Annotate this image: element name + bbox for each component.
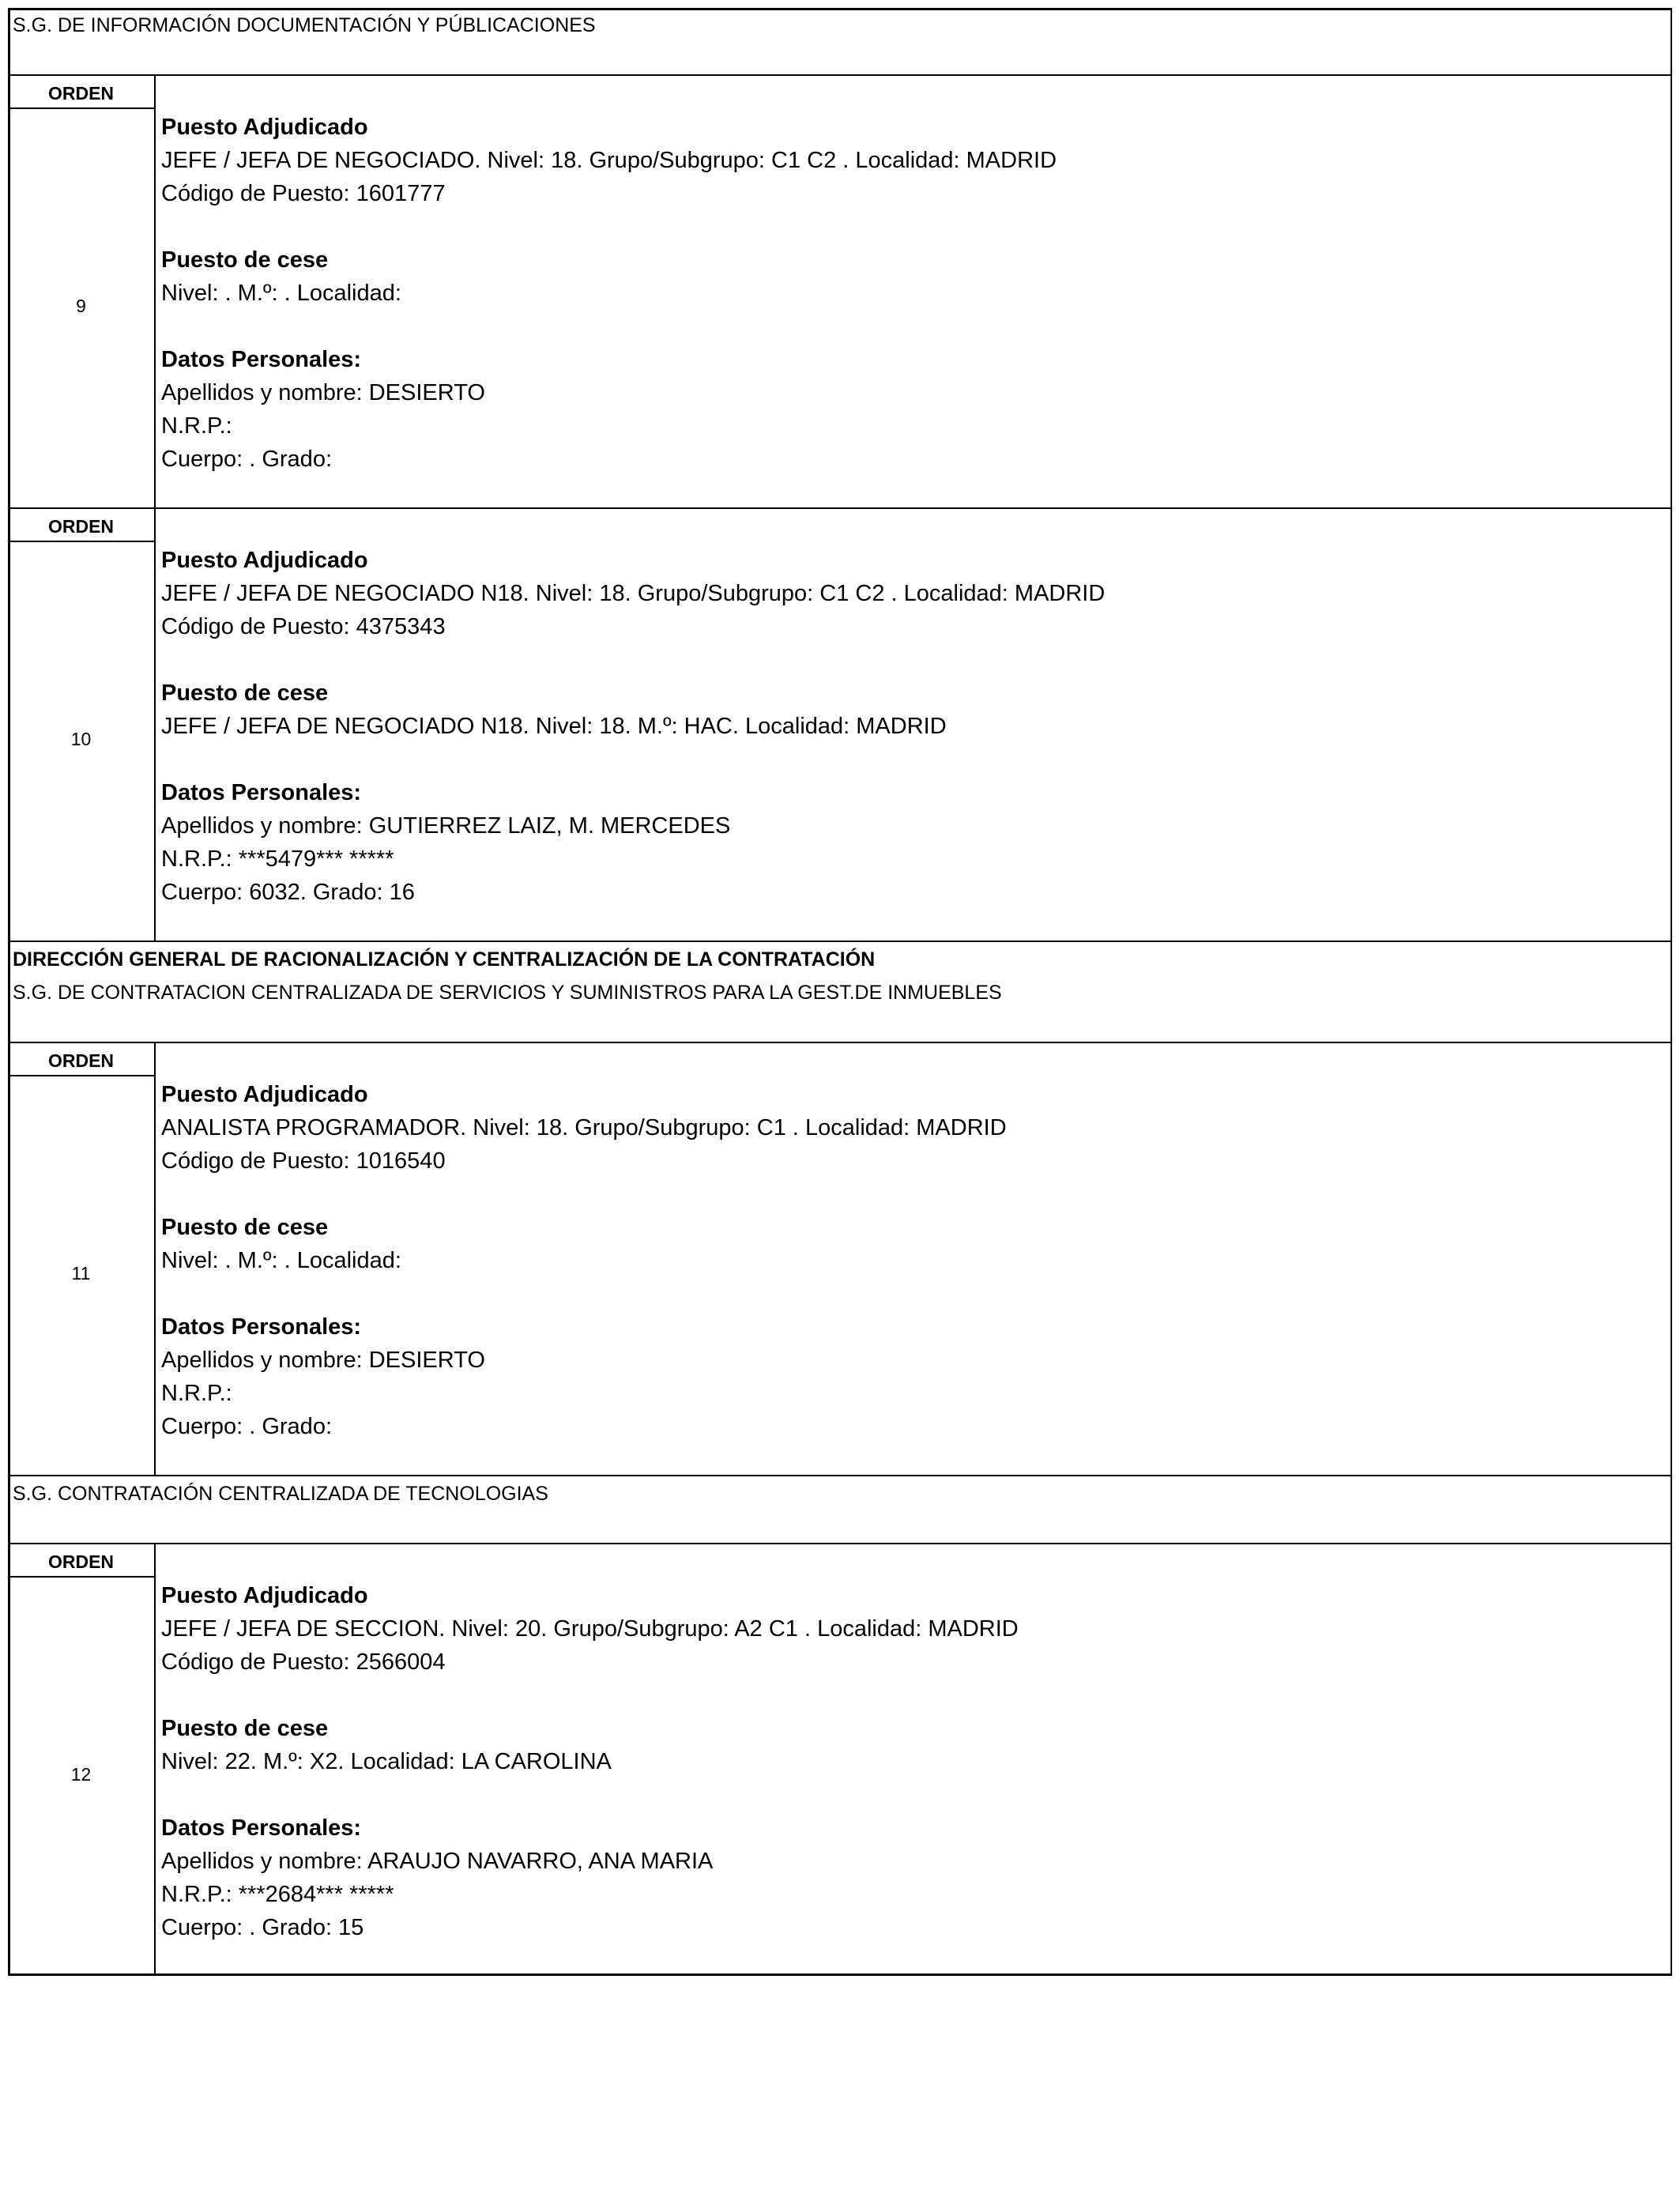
orden-column [8, 1544, 156, 1976]
puesto-adjudicado-heading: Puesto Adjudicado [161, 115, 368, 140]
puesto-cese-value: JEFE / JEFA DE NEGOCIADO N18. Nivel: 18. M.º: HAC. Localidad: MADRID [161, 714, 947, 739]
entry-details [161, 1078, 1007, 1443]
orden-header: ORDEN [8, 509, 154, 542]
puesto-adjudicado-value: JEFE / JEFA DE NEGOCIADO. Nivel: 18. Grupo/Subgrupo: C1 C2 . Localidad: MADRID [161, 148, 1057, 173]
unit-header [8, 942, 1672, 1043]
puesto-cese-value: Nivel: . M.º: . Localidad: [161, 281, 401, 306]
orden-header: ORDEN [8, 76, 154, 109]
entry-row [8, 509, 1672, 942]
subdirectorate-name: S.G. DE CONTRATACION CENTRALIZADA DE SERVICIOS Y SUMINISTROS PARA LA GEST.DE INMUEBLES [13, 982, 1002, 1004]
cuerpo-grado: Cuerpo: . Grado: 15 [161, 1915, 364, 1940]
entry-row [8, 1544, 1672, 1976]
puesto-adjudicado-heading: Puesto Adjudicado [161, 1583, 368, 1608]
puesto-cese-heading: Puesto de cese [161, 1716, 329, 1741]
apellidos-nombre: Apellidos y nombre: GUTIERREZ LAIZ, M. MERCEDES [161, 813, 731, 839]
subdirectorate-name: S.G. CONTRATACIÓN CENTRALIZADA DE TECNOLOGIAS [13, 1483, 548, 1505]
entry-details [161, 111, 1057, 476]
orden-number: 10 [70, 729, 92, 749]
puesto-adjudicado-value: ANALISTA PROGRAMADOR. Nivel: 18. Grupo/Subgrupo: C1 . Localidad: MADRID [161, 1115, 1007, 1140]
puesto-cese-value: Nivel: . M.º: . Localidad: [161, 1248, 401, 1273]
puesto-adjudicado-value: JEFE / JEFA DE NEGOCIADO N18. Nivel: 18. Grupo/Subgrupo: C1 C2 . Localidad: MADRID [161, 581, 1106, 606]
entry-row [8, 1043, 1672, 1476]
entry-details [161, 544, 1105, 909]
nrp: N.R.P.: ***2684*** ***** [161, 1882, 394, 1907]
entry-row [8, 76, 1672, 509]
apellidos-nombre: Apellidos y nombre: ARAUJO NAVARRO, ANA MARIA [161, 1849, 714, 1874]
puesto-adjudicado-value: JEFE / JEFA DE SECCION. Nivel: 20. Grupo/Subgrupo: A2 C1 . Localidad: MADRID [161, 1616, 1019, 1642]
datos-personales-heading: Datos Personales: [161, 347, 362, 372]
puesto-adjudicado-heading: Puesto Adjudicado [161, 548, 368, 573]
puesto-cese-heading: Puesto de cese [161, 247, 329, 273]
cuerpo-grado: Cuerpo: . Grado: [161, 447, 332, 472]
cuerpo-grado: Cuerpo: . Grado: [161, 1414, 332, 1439]
orden-column [8, 1043, 156, 1475]
orden-number: 9 [76, 296, 86, 316]
subdirectorate-name: S.G. DE INFORMACIÓN DOCUMENTACIÓN Y PÚBLICACIONES [13, 14, 596, 36]
codigo-puesto: Código de Puesto: 1016540 [161, 1148, 446, 1174]
codigo-puesto: Código de Puesto: 1601777 [161, 181, 446, 206]
orden-header: ORDEN [8, 1043, 154, 1076]
orden-header: ORDEN [8, 1544, 154, 1578]
orden-column [8, 76, 156, 507]
datos-personales-heading: Datos Personales: [161, 780, 362, 805]
datos-personales-heading: Datos Personales: [161, 1314, 362, 1340]
nrp: N.R.P.: ***5479*** ***** [161, 846, 394, 872]
orden-column [8, 509, 156, 941]
puesto-cese-heading: Puesto de cese [161, 680, 329, 706]
nrp: N.R.P.: [161, 1381, 232, 1406]
nrp: N.R.P.: [161, 413, 232, 439]
cuerpo-grado: Cuerpo: 6032. Grado: 16 [161, 880, 415, 905]
apellidos-nombre: Apellidos y nombre: DESIERTO [161, 380, 485, 405]
apellidos-nombre: Apellidos y nombre: DESIERTO [161, 1348, 485, 1373]
puesto-cese-heading: Puesto de cese [161, 1215, 329, 1240]
puesto-adjudicado-heading: Puesto Adjudicado [161, 1082, 368, 1107]
unit-header [8, 8, 1672, 76]
unit-header [8, 1476, 1672, 1544]
orden-number: 11 [71, 1263, 91, 1284]
codigo-puesto: Código de Puesto: 2566004 [161, 1649, 446, 1675]
datos-personales-heading: Datos Personales: [161, 1815, 362, 1841]
orden-number: 12 [70, 1764, 92, 1785]
codigo-puesto: Código de Puesto: 4375343 [161, 614, 446, 639]
puesto-cese-value: Nivel: 22. M.º: X2. Localidad: LA CAROLINA [161, 1749, 612, 1774]
entry-details [161, 1579, 1019, 1944]
directorate-name: DIRECCIÓN GENERAL DE RACIONALIZACIÓN Y CENTRALIZACIÓN DE LA CONTRATACIÓN [13, 948, 876, 971]
